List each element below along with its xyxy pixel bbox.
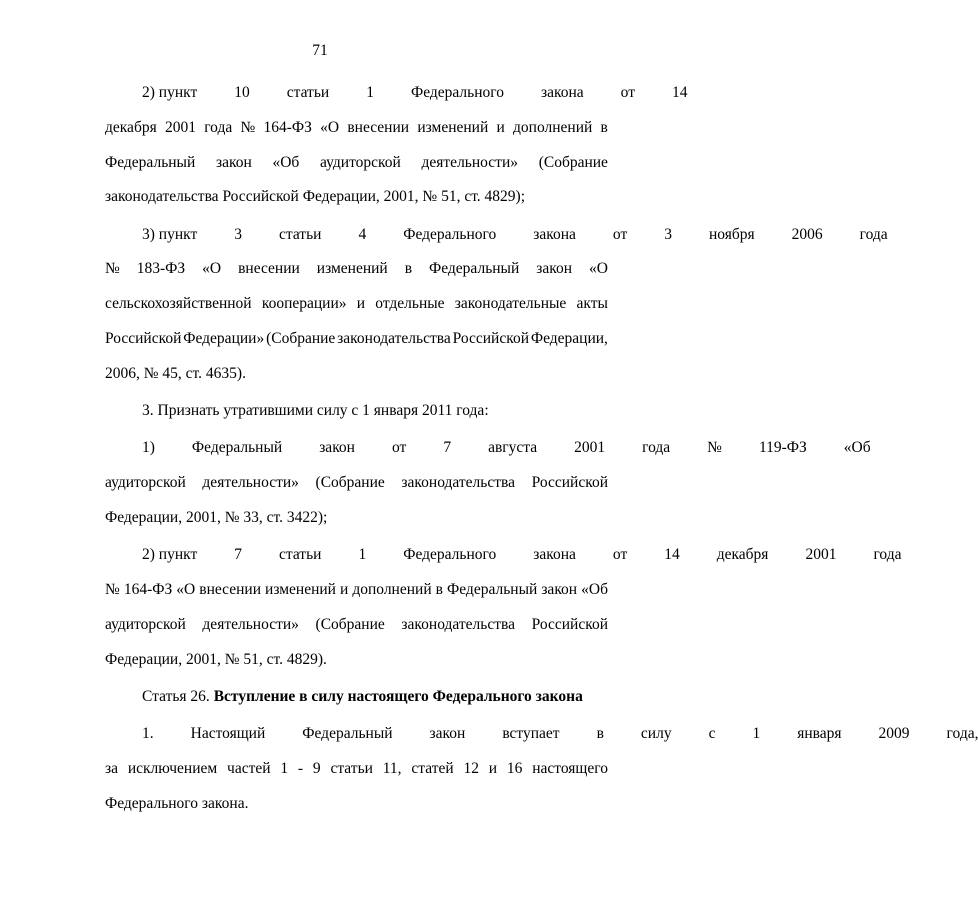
text-line: Федерального закона. <box>105 794 249 812</box>
word: «О <box>589 260 608 278</box>
word: августа <box>488 439 538 457</box>
word: внесении <box>238 260 300 278</box>
text-line <box>105 573 608 608</box>
word: 7 <box>443 439 452 457</box>
word: и <box>488 760 498 778</box>
text-line <box>105 431 871 466</box>
article-heading <box>105 680 608 715</box>
word: и <box>340 581 349 599</box>
word: аудиторской <box>105 474 186 492</box>
word: вступает <box>502 725 560 743</box>
word: закона <box>540 84 584 101</box>
word: деятельности» <box>202 474 299 492</box>
word: 1 <box>752 725 761 743</box>
word: 3 <box>234 225 242 243</box>
paragraph-invalidated-item-2 <box>105 538 902 677</box>
word: - <box>297 760 304 778</box>
word: в <box>404 260 413 278</box>
word: 1. <box>142 725 154 743</box>
word: деятельности» <box>421 153 518 171</box>
text-line <box>105 608 608 643</box>
word: 2001 <box>574 439 606 457</box>
word: «Об <box>272 153 300 171</box>
word: Федерации, <box>530 330 608 348</box>
word: закона <box>533 225 576 243</box>
word: 2) пункт <box>142 84 198 101</box>
word: года <box>873 546 902 564</box>
paragraph-invalidated-item-1 <box>105 431 871 535</box>
word: Российской <box>531 474 608 492</box>
word: закон <box>319 439 355 457</box>
word: 2001 <box>805 546 837 564</box>
word: изменений <box>265 581 336 599</box>
word: Федерального <box>410 84 504 101</box>
text-line <box>105 538 902 573</box>
text-line <box>105 717 978 752</box>
word: 16 <box>506 760 523 778</box>
word: № <box>105 260 120 278</box>
word: кооперации» <box>261 295 347 313</box>
word: законодательства <box>401 474 515 492</box>
word: закон <box>536 260 573 278</box>
word: 164-ФЗ <box>263 118 312 136</box>
word: 4 <box>358 225 367 243</box>
word: деятельности» <box>202 615 299 633</box>
word: законодательства <box>401 615 515 633</box>
word: 164-ФЗ <box>123 581 173 599</box>
word: Российской <box>531 615 608 633</box>
word: в <box>435 581 443 599</box>
text-line <box>105 287 608 322</box>
text-line <box>105 76 688 111</box>
word: от <box>620 84 635 101</box>
word: внесении <box>347 118 410 136</box>
word: 9 <box>312 760 321 778</box>
word: «О <box>202 260 222 278</box>
paragraph-section-3-heading <box>105 394 608 429</box>
word: закон <box>429 725 466 743</box>
word: Федеральный <box>447 581 538 599</box>
word: аудиторской <box>320 153 401 171</box>
word: Федерации» <box>183 330 265 348</box>
word: статей <box>411 760 454 778</box>
word: закона <box>533 546 576 564</box>
word: года, <box>946 725 978 743</box>
word: «Об <box>581 581 608 599</box>
word: «О <box>320 118 340 136</box>
word: 183-ФЗ <box>136 260 186 278</box>
word: Федерального <box>403 225 497 243</box>
word: статьи <box>286 84 330 101</box>
word: частей <box>227 760 271 778</box>
word: 2006 <box>791 225 823 243</box>
paragraph-repeal-item-3 <box>105 218 888 392</box>
word: 14 <box>671 84 688 101</box>
word: года <box>642 439 671 457</box>
text-line: 3. Признать утратившими силу с 1 января 2011 года: <box>142 402 489 420</box>
article-title: Вступление в силу настоящего Федерального закона <box>213 688 583 706</box>
word: 1 <box>366 84 374 101</box>
word: № <box>707 439 722 457</box>
word: сельскохозяйственной <box>105 295 252 313</box>
word: (Собрание <box>538 153 608 171</box>
text-line <box>105 146 608 181</box>
document-body <box>105 76 978 822</box>
word: Российской <box>452 330 529 348</box>
text-line: Федерации, 2001, № 33, ст. 3422); <box>105 509 328 527</box>
word: января <box>797 725 842 743</box>
paragraph-entry-into-force <box>105 717 978 821</box>
word: 2009 <box>878 725 910 743</box>
word: Российской <box>105 330 182 348</box>
text-line <box>105 111 608 146</box>
word: Федеральный <box>302 725 393 743</box>
word: в <box>600 118 608 136</box>
word: 14 <box>664 546 680 564</box>
text-line <box>105 322 608 357</box>
word: 2001 <box>164 118 196 136</box>
word: дополнений <box>352 581 432 599</box>
word: статьи <box>278 225 322 243</box>
word: за <box>105 760 119 778</box>
word: от <box>612 225 628 243</box>
word: акты <box>576 295 608 313</box>
word: Федерального <box>403 546 497 564</box>
page-number: 71 <box>312 42 328 59</box>
word: от <box>391 439 407 457</box>
word: настоящего <box>532 760 608 778</box>
word: закон <box>541 581 578 599</box>
word: изменений <box>417 118 489 136</box>
word: декабря <box>105 118 157 136</box>
word: дополнений <box>513 118 593 136</box>
word: и <box>356 295 366 313</box>
word: 12 <box>463 760 479 778</box>
text-line <box>105 466 608 501</box>
word: законодательства <box>337 330 451 348</box>
word: ноября <box>708 225 755 243</box>
word: 119-ФЗ <box>758 439 807 457</box>
article-number: Статья 26. <box>142 688 214 706</box>
word: «Об <box>843 439 871 457</box>
word: изменений <box>316 260 388 278</box>
word: «О <box>176 581 196 599</box>
text-line <box>105 752 608 787</box>
paragraph-repeal-item-2-first <box>105 76 688 215</box>
text-line: 2006, № 45, ст. 4635). <box>105 364 246 382</box>
text-line <box>105 218 888 253</box>
word: 3) пункт <box>142 225 198 243</box>
word: закон <box>215 153 252 171</box>
word: № <box>105 581 120 599</box>
word: статьи <box>330 760 373 778</box>
word: Федеральный <box>429 260 520 278</box>
word: 10 <box>234 84 250 101</box>
word: декабря <box>716 546 769 564</box>
word: 1 <box>280 760 289 778</box>
word: Федеральный <box>191 439 283 457</box>
word: 11, <box>382 760 402 778</box>
word: (Собрание <box>315 474 385 492</box>
word: Федеральный <box>105 153 196 171</box>
word: 2) пункт <box>142 546 198 564</box>
word: исключением <box>127 760 218 778</box>
word: года <box>859 225 888 243</box>
word: силу <box>640 725 672 743</box>
text-line: Федерации, 2001, № 51, ст. 4829). <box>105 650 327 668</box>
word: № <box>240 118 256 136</box>
word: внесении <box>199 581 261 599</box>
word: (Собрание <box>315 615 385 633</box>
word: 3 <box>664 225 672 243</box>
word: аудиторской <box>105 615 186 633</box>
word: 1) <box>142 439 155 457</box>
word: 7 <box>234 546 242 564</box>
word: с <box>708 725 716 743</box>
word: от <box>612 546 628 564</box>
word: 1 <box>358 546 367 564</box>
word: и <box>496 118 505 136</box>
text-line: законодательства Российской Федерации, 2001, № 51, ст. 4829); <box>105 188 526 206</box>
word: Настоящий <box>190 725 266 743</box>
word: в <box>596 725 604 743</box>
word: (Собрание <box>266 330 336 348</box>
word: статьи <box>278 546 322 564</box>
text-line <box>105 252 608 287</box>
word: года <box>204 118 233 136</box>
word: законодательные <box>454 295 567 313</box>
word: отдельные <box>375 295 445 313</box>
